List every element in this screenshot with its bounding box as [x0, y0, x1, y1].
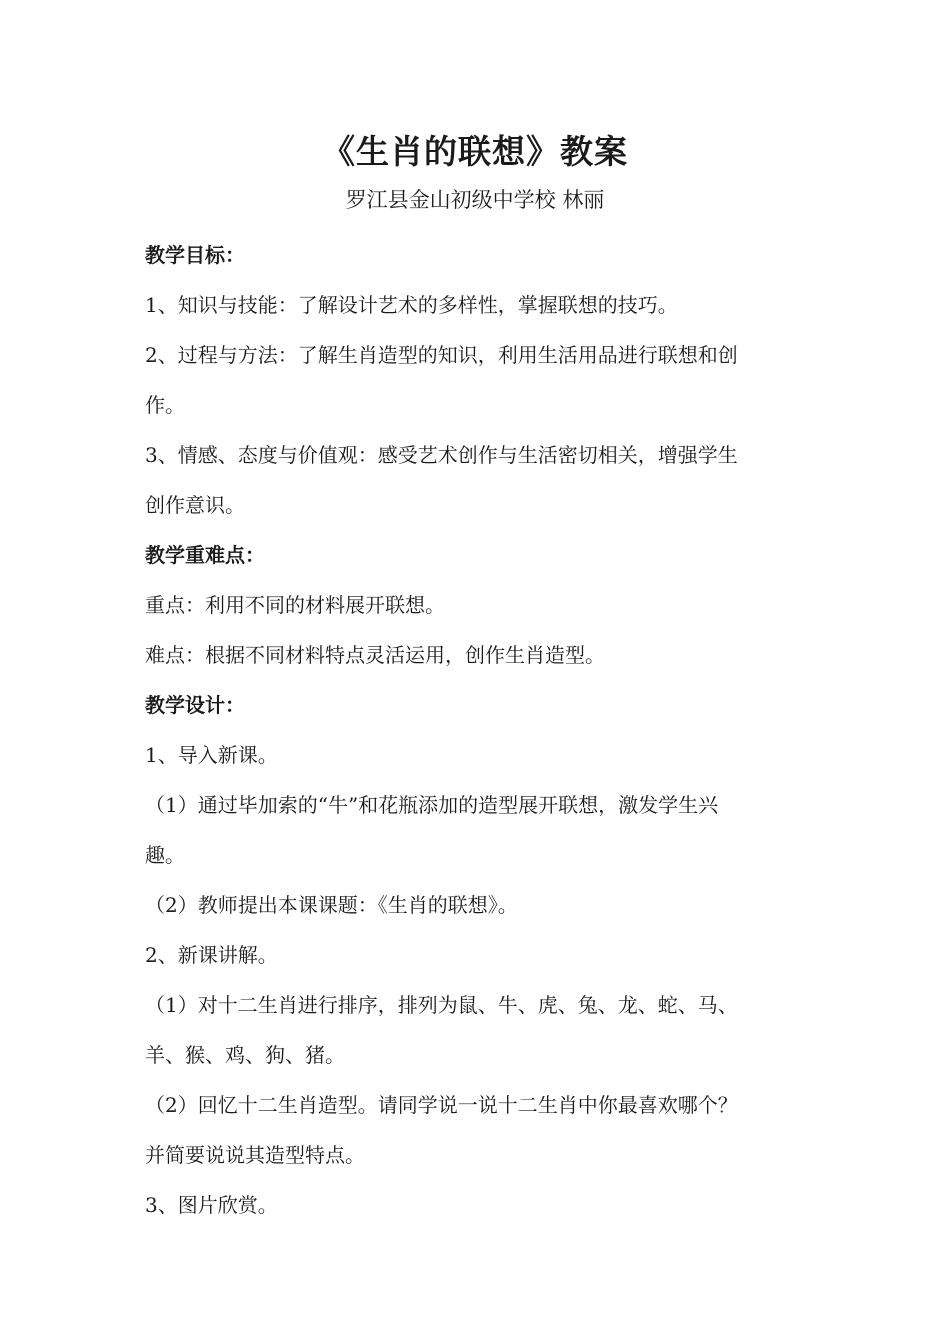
paragraph-line: （1）通过毕加索的“牛”和花瓶添加的造型展开联想，激发学生兴 [145, 793, 719, 817]
document-title: 《生肖的联想》教案 [322, 132, 628, 171]
paragraph-line: 2、新课讲解。 [145, 943, 278, 967]
paragraph-line: 1、知识与技能：了解设计艺术的多样性，掌握联想的技巧。 [145, 293, 678, 317]
paragraph-line: 羊、猴、鸡、狗、猪。 [145, 1043, 345, 1067]
section-heading-design: 教学设计： [145, 693, 245, 717]
paragraph-line: 3、情感、态度与价值观：感受艺术创作与生活密切相关，增强学生 [145, 443, 738, 467]
paragraph-line: 作。 [145, 393, 185, 417]
paragraph-line: 2、过程与方法：了解生肖造型的知识，利用生活用品进行联想和创 [145, 343, 738, 367]
paragraph-line: 3、图片欣赏。 [145, 1193, 278, 1217]
paragraph-line: 难点：根据不同材料特点灵活运用，创作生肖造型。 [145, 643, 605, 667]
document-body [145, 230, 809, 1230]
paragraph-line: （1）对十二生肖进行排序，排列为鼠、牛、虎、兔、龙、蛇、马、 [145, 993, 738, 1017]
paragraph-line: （2）回忆十二生肖造型。请同学说一说十二生肖中你最喜欢哪个？ [145, 1093, 738, 1117]
section-heading-objectives: 教学目标： [145, 243, 245, 267]
document-author: 罗江县金山初级中学校 林丽 [345, 188, 605, 212]
paragraph-line: 1、导入新课。 [145, 743, 278, 767]
paragraph-line: 并简要说说其造型特点。 [145, 1143, 365, 1167]
paragraph-line: 重点：利用不同的材料展开联想。 [145, 593, 445, 617]
paragraph-line: 创作意识。 [145, 493, 245, 517]
paragraph-line: （2）教师提出本课课题：《生肖的联想》。 [145, 893, 518, 917]
paragraph-line: 趣。 [145, 843, 185, 867]
section-heading-key-points: 教学重难点： [145, 543, 265, 567]
